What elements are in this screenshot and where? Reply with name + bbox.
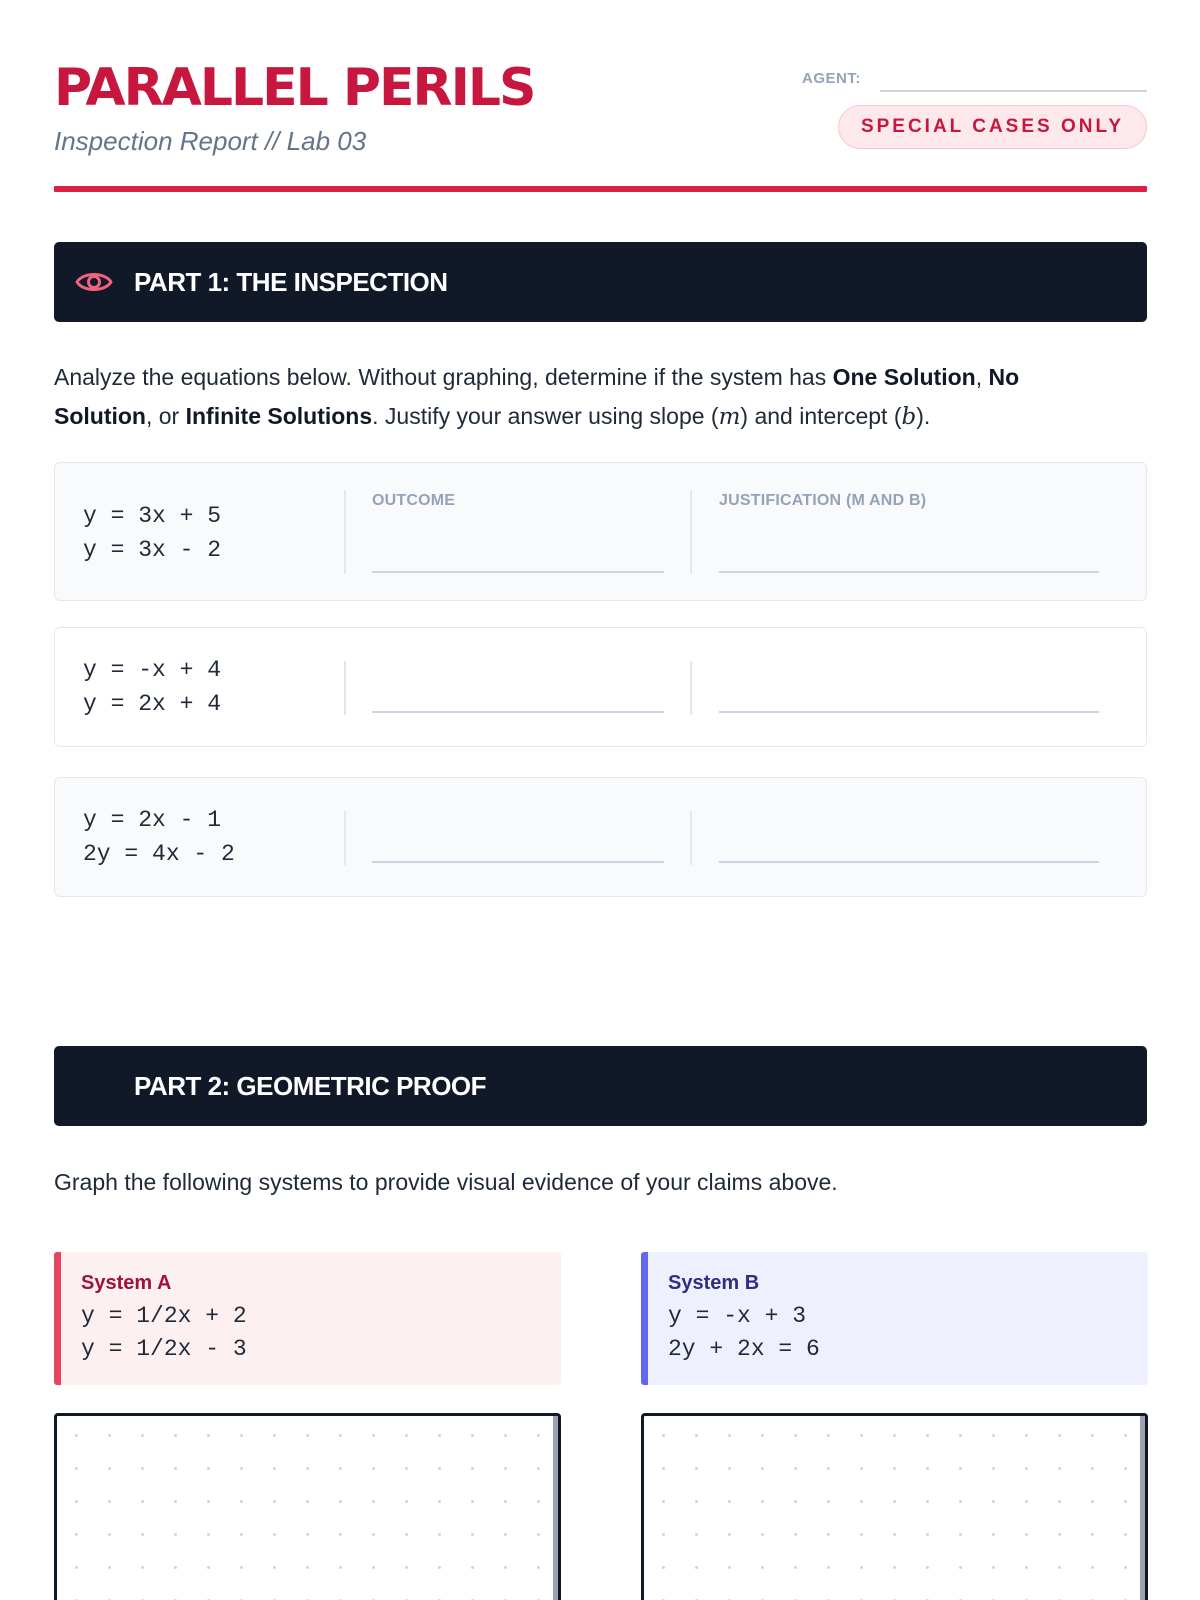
worksheet-header xyxy=(54,0,1147,193)
equation: 2y = 4x - 2 xyxy=(83,841,235,867)
equation-pair xyxy=(83,499,221,567)
system-a-graph-grid[interactable] xyxy=(54,1413,561,1600)
instruction-text: , or xyxy=(145,403,186,429)
part1-title: PART 1: THE INSPECTION xyxy=(134,267,448,297)
equation: y = 3x + 5 xyxy=(83,503,222,529)
justification-column-label: JUSTIFICATION (M AND B) xyxy=(719,492,927,509)
justification-answer-line[interactable] xyxy=(719,571,1099,573)
instruction-text: ). xyxy=(916,403,931,429)
equation: y = 2x + 4 xyxy=(83,691,222,717)
worksheet-page xyxy=(54,0,1147,1362)
equation: y = 1/2x + 2 xyxy=(81,1303,247,1329)
equation-pair xyxy=(83,653,221,721)
instruction-text: ) and intercept ( xyxy=(740,403,902,429)
outcome-column-label: OUTCOME xyxy=(372,492,456,509)
system-a-equations xyxy=(81,1300,247,1366)
outcome-answer-line[interactable] xyxy=(372,861,664,863)
agent-label: AGENT: xyxy=(802,70,861,87)
equation: y = 3x - 2 xyxy=(83,537,222,563)
slope-symbol: m xyxy=(718,404,741,430)
agent-name-line[interactable] xyxy=(880,90,1147,92)
part2-title: PART 2: GEOMETRIC PROOF xyxy=(134,1071,487,1101)
problem-row xyxy=(54,777,1147,897)
system-a-title: System A xyxy=(81,1272,172,1294)
option-no-solution: No Solution xyxy=(54,364,1020,429)
part2-header xyxy=(54,1046,1147,1126)
equation: y = 1/2x - 3 xyxy=(81,1336,247,1362)
column-divider xyxy=(690,490,692,574)
equation: y = -x + 4 xyxy=(83,657,222,683)
system-b-graph-grid[interactable] xyxy=(641,1413,1148,1600)
equation: y = -x + 3 xyxy=(668,1303,807,1329)
problem-row xyxy=(54,627,1147,747)
part1-instructions xyxy=(54,358,1114,437)
eye-icon xyxy=(74,264,114,300)
instruction-text: Analyze the equations below. Without graphing, determine if the system has xyxy=(54,364,833,390)
column-divider xyxy=(344,811,346,865)
option-one-solution: One Solution xyxy=(832,364,976,390)
justification-answer-line[interactable] xyxy=(719,711,1099,713)
equation: y = 2x - 1 xyxy=(83,807,222,833)
system-b-card xyxy=(641,1252,1148,1385)
outcome-answer-line[interactable] xyxy=(372,571,664,573)
agent-field xyxy=(802,68,1147,94)
special-cases-badge: SPECIAL CASES ONLY xyxy=(838,105,1147,149)
intercept-symbol: b xyxy=(901,404,917,430)
column-divider xyxy=(690,811,692,865)
system-b-title: System B xyxy=(668,1272,760,1294)
equation: 2y + 2x = 6 xyxy=(668,1336,820,1362)
equation-pair xyxy=(83,803,235,871)
column-divider xyxy=(344,490,346,574)
instruction-text: . Justify your answer using slope ( xyxy=(372,403,719,429)
option-infinite-solutions: Infinite Solutions xyxy=(185,403,373,429)
header-divider xyxy=(54,186,1147,192)
part2-instructions: Graph the following systems to provide visual evidence of your claims above. xyxy=(54,1169,838,1195)
instruction-text: , xyxy=(975,364,989,390)
page-subtitle: Inspection Report // Lab 03 xyxy=(54,126,367,156)
justification-answer-line[interactable] xyxy=(719,861,1099,863)
column-divider xyxy=(344,661,346,715)
outcome-answer-line[interactable] xyxy=(372,711,664,713)
problem-row xyxy=(54,462,1147,601)
system-a-card xyxy=(54,1252,561,1385)
column-divider xyxy=(690,661,692,715)
page-title: PARALLEL PERILS xyxy=(54,58,535,118)
system-b-equations xyxy=(668,1300,820,1366)
part1-header xyxy=(54,242,1147,322)
